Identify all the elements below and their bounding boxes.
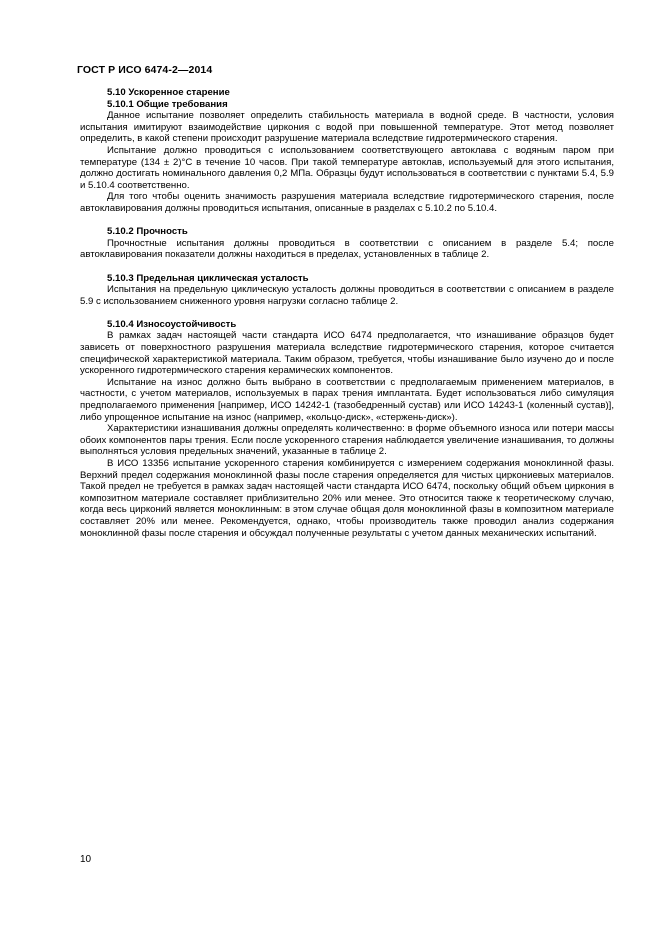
subsection-heading-5-10-3: 5.10.3 Предельная циклическая усталость — [107, 272, 309, 284]
paragraph: Испытания на предельную циклическую усталость должны проводиться в соответствии с описанием в разделе 5.9 с использованием сниженного уровня нагрузки согласно таблице 2. — [80, 284, 614, 307]
section-heading-5-10: 5.10 Ускоренное старение — [107, 87, 230, 98]
paragraph: Испытание должно проводиться с использованием соответствующего автоклава с водяным паром при температуре (134 ± 2)°С в течение 10 часов. При такой температуре автоклав, используемый для этого испытания, должно достигать номинального давления 0,2 МПа. Образцы будут использоваться в соответствии с пунктами 5.4, 5.9 и 5.10.4 соответственно. — [80, 144, 614, 191]
page-number: 10 — [80, 854, 92, 865]
paragraph: В ИСО 13356 испытание ускоренного старения комбинируется с измерением содержания моноклинной фазы. Верхний предел содержания моноклинной фазы после старения определяется для чистых циркониевых материалов. Такой предел не требуется в рамках задач настоящей части стандарта ИСО 6474, поскольку общий объем циркония в композитном материале составляет приблизительно 20% или менее. Это относится также к теоретическому случаю, когда весь цирконий является моноклинным: в этом случае общая доля моноклинной фазы в композитном материале составляет 20% или менее. Рекомендуется, однако, чтобы производитель также проводил анализ содержания моноклинной фазы после старения и обсуждал полученные результаты с учетом данных механических испытаний. — [80, 458, 614, 539]
subsection-heading-5-10-1: 5.10.1 Общие требования — [107, 98, 228, 110]
document-header: ГОСТ Р ИСО 6474-2—2014 — [77, 64, 213, 76]
subsection-heading-5-10-2: 5.10.2 Прочность — [107, 226, 188, 238]
paragraph: Для того чтобы оценить значимость разрушения материала вследствие гидротермического старения, после автоклавирования должны проводиться испытания, описанные в разделах с 5.10.2 по 5.10.4. — [80, 191, 614, 214]
subsection-heading-5-10-4: 5.10.4 Износоустойчивость — [107, 318, 237, 330]
document-body — [80, 87, 614, 539]
paragraph: Испытание на износ должно быть выбрано в соответствии с предполагаемым применением материалов, в частности, с учетом материалов, используемых в парах трения имплантата. Будет использоваться либо симуляция предполагаемого применения [например, ИСО 14242-1 (тазобедренный сустав) или ИСО 14243-1 (коленный сустав)], либо упрощенное испытание на износ (например, «кольцо-диск», «стержень-диск»). — [80, 376, 614, 423]
paragraph: Данное испытание позволяет определить стабильность материала в водной среде. В частности, условия испытания имитируют взаимодействие циркония с водой при повышенной температуре. Этот метод позволяет определить, в какой степени происходит разрушение материала вследствие гидротермического старения. — [80, 110, 614, 145]
paragraph: Прочностные испытания должны проводиться в соответствии с описанием в разделе 5.4; после автоклавирования показатели должны находиться в пределах, установленных в таблице 2. — [80, 237, 614, 261]
paragraph: Характеристики изнашивания должны определять количественно: в форме объемного износа или потери массы обоих компонентов пары трения. Если после ускоренного старения наблюдается увеличение изнашивания, то должны выполняться условия предельных значений, указанные в таблице 2. — [80, 423, 614, 458]
paragraph: В рамках задач настоящей части стандарта ИСО 6474 предполагается, что изнашивание образцов будет зависеть от поверхностного разрушения материала вследствие гидротермического старения, которое считается специфической характеристикой материала. Таким образом, требуется, чтобы изнашивание было изучено до и после ускоренного гидротермического старения керамических компонентов. — [80, 330, 614, 377]
